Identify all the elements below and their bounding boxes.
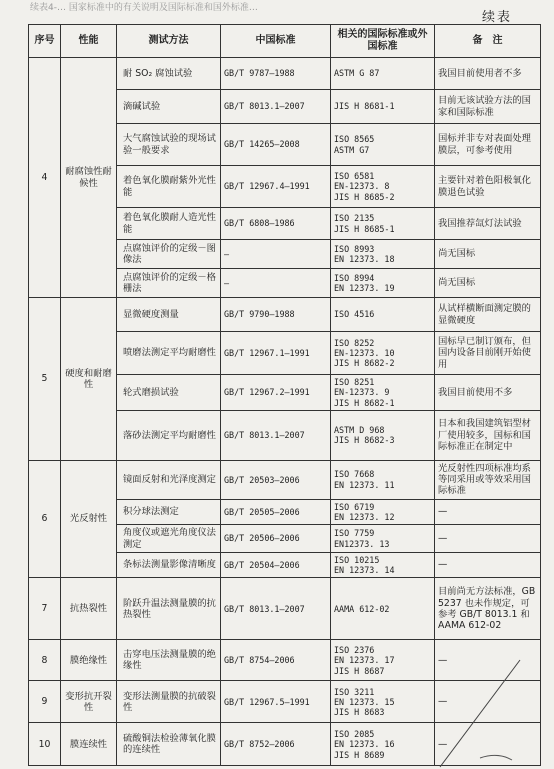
method-cell: 变形法测量膜的抗破裂性 xyxy=(117,681,221,723)
intl-standard-line: JIS H 8682-1 xyxy=(334,397,395,408)
header-seq: 序号 xyxy=(29,25,61,58)
intl-standard-line: JIS H 8685-2 xyxy=(334,191,395,202)
seq-number-cell: 10 xyxy=(29,723,61,766)
cn-standard-cell: — xyxy=(221,269,331,298)
method-cell: 耐 SO₂ 腐蚀试验 xyxy=(117,58,221,90)
table-row xyxy=(29,681,541,723)
method-cell: 角度仪或遮光角度仪法测定 xyxy=(117,525,221,553)
intl-standard-line: ISO 2085 xyxy=(334,729,375,740)
method-cell: 点腐蚀评价的定级－图像法 xyxy=(117,240,221,269)
property-cell: 膜绝缘性 xyxy=(61,640,117,681)
intl-standard-cell xyxy=(331,499,435,525)
intl-standard-cell xyxy=(331,124,435,166)
note-cell: 光反射性四项标准均系等同采用或等效采用国际标准 xyxy=(435,460,541,499)
note-cell: 尚无国标 xyxy=(435,269,541,298)
header-note: 备 注 xyxy=(435,25,541,58)
intl-standard-line: ISO 6719 xyxy=(334,501,375,512)
intl-standard-cell xyxy=(331,240,435,269)
note-cell: 我国目前使用不多 xyxy=(435,375,541,411)
note-cell: 我国目前使用者不多 xyxy=(435,58,541,90)
method-cell: 点腐蚀评价的定级－格栅法 xyxy=(117,269,221,298)
intl-standard-line: ISO 7759 xyxy=(334,528,375,539)
seq-number-cell: 7 xyxy=(29,578,61,640)
method-cell: 击穿电压法测量膜的绝缘性 xyxy=(117,640,221,681)
intl-standard-line: EN 12373. 14 xyxy=(334,565,395,576)
intl-standard-line: JIS H 8687 xyxy=(334,665,385,676)
note-cell: — xyxy=(435,525,541,553)
intl-standard-line: ISO 8993 xyxy=(334,243,375,254)
standards-table xyxy=(28,24,541,766)
method-cell: 镜面反射和光泽度测定 xyxy=(117,460,221,499)
property-cell: 膜连续性 xyxy=(61,723,117,766)
seq-number-cell: 5 xyxy=(29,298,61,461)
intl-standard-line: ISO 8994 xyxy=(334,272,375,283)
note-cell: 我国推荐氙灯法试验 xyxy=(435,208,541,240)
seq-number-cell: 6 xyxy=(29,460,61,578)
note-cell: — xyxy=(435,723,541,766)
intl-standard-cell xyxy=(331,298,435,332)
intl-standard-line: ISO 7668 xyxy=(334,469,375,480)
intl-standard-line: EN 12373. 11 xyxy=(334,479,395,490)
intl-standard-cell xyxy=(331,332,435,375)
cn-standard-cell: GB/T 8013.1—2007 xyxy=(221,578,331,640)
intl-standard-cell xyxy=(331,578,435,640)
intl-standard-line: EN-12373. 9 xyxy=(334,387,390,398)
cn-standard-cell: GB/T 14265—2008 xyxy=(221,124,331,166)
method-cell: 滴碱试验 xyxy=(117,90,221,124)
table-row xyxy=(29,298,541,332)
table-row xyxy=(29,578,541,640)
property-cell: 变形抗开裂性 xyxy=(61,681,117,723)
intl-standard-line: ISO 2135 xyxy=(334,213,375,224)
seq-number-cell: 8 xyxy=(29,640,61,681)
intl-standard-line: ISO 4516 xyxy=(334,309,375,320)
note-cell: 尚无国标 xyxy=(435,240,541,269)
intl-standard-cell xyxy=(331,375,435,411)
cn-standard-cell: GB/T 20503—2006 xyxy=(221,460,331,499)
method-cell: 硫酸铜法检验薄氧化膜的连续性 xyxy=(117,723,221,766)
intl-standard-line: JIS H 8681-1 xyxy=(334,101,395,112)
header-property: 性能 xyxy=(61,25,117,58)
intl-standard-cell xyxy=(331,269,435,298)
intl-standard-line: JIS H 8682-3 xyxy=(334,435,395,446)
cn-standard-cell: GB/T 20504—2006 xyxy=(221,552,331,578)
cn-standard-cell: GB/T 12967.5—1991 xyxy=(221,681,331,723)
cn-standard-cell: — xyxy=(221,240,331,269)
cn-standard-cell: GB/T 8013.1—2007 xyxy=(221,90,331,124)
method-cell: 大气腐蚀试验的现场试验一般要求 xyxy=(117,124,221,166)
cn-standard-cell: GB/T 12967.1—1991 xyxy=(221,332,331,375)
intl-standard-line: EN 12373. 15 xyxy=(334,696,395,707)
intl-standard-line: ISO 8565 xyxy=(334,134,375,145)
intl-standard-line: EN-12373. 8 xyxy=(334,181,390,192)
intl-standard-line: EN12373. 13 xyxy=(334,538,390,549)
cn-standard-cell: GB/T 6808—1986 xyxy=(221,208,331,240)
note-cell: — xyxy=(435,640,541,681)
intl-standard-cell xyxy=(331,525,435,553)
intl-standard-cell xyxy=(331,410,435,460)
method-cell: 显微硬度测量 xyxy=(117,298,221,332)
note-cell: 国标早已制订颁布，但国内设备目前刚开始使用 xyxy=(435,332,541,375)
header-method: 测试方法 xyxy=(117,25,221,58)
intl-standard-cell xyxy=(331,166,435,208)
intl-standard-cell xyxy=(331,681,435,723)
intl-standard-line: ASTM G 87 xyxy=(334,68,380,79)
cn-standard-cell: GB/T 9787—1988 xyxy=(221,58,331,90)
method-cell: 轮式磨损试验 xyxy=(117,375,221,411)
continued-label: 续表 xyxy=(482,10,513,25)
intl-standard-line: JIS H 8683 xyxy=(334,707,385,718)
intl-standard-cell xyxy=(331,90,435,124)
property-cell: 光反射性 xyxy=(61,460,117,578)
faint-header-text: 续表4-… 国家标准中的有关说明及国际标准和国外标准… xyxy=(30,3,258,12)
intl-standard-line: EN 12373. 17 xyxy=(334,655,395,666)
intl-standard-line: EN 12373. 18 xyxy=(334,254,395,264)
cn-standard-cell: GB/T 8754—2006 xyxy=(221,640,331,681)
intl-standard-cell xyxy=(331,58,435,90)
table-body xyxy=(29,58,541,766)
cn-standard-cell: GB/T 20505—2006 xyxy=(221,499,331,525)
table-header-row xyxy=(29,25,541,58)
note-cell: — xyxy=(435,681,541,723)
intl-standard-cell xyxy=(331,552,435,578)
intl-standard-line: ISO 2376 xyxy=(334,645,375,656)
note-cell: 主要针对着色阳极氧化膜退色试验 xyxy=(435,166,541,208)
cn-standard-cell: GB/T 8013.1—2007 xyxy=(221,410,331,460)
header-cn-standard: 中国标准 xyxy=(221,25,331,58)
method-cell: 条标法测量影像清晰度 xyxy=(117,552,221,578)
intl-standard-line: ISO 3211 xyxy=(334,686,375,697)
seq-number-cell: 4 xyxy=(29,58,61,298)
intl-standard-line: JIS H 8689 xyxy=(334,749,385,760)
table-row xyxy=(29,460,541,499)
seq-number-cell: 9 xyxy=(29,681,61,723)
table-row xyxy=(29,640,541,681)
property-cell: 耐腐蚀性耐候性 xyxy=(61,58,117,298)
intl-standard-cell xyxy=(331,640,435,681)
method-cell: 积分球法测定 xyxy=(117,499,221,525)
intl-standard-line: EN-12373. 10 xyxy=(334,347,395,358)
note-cell: 国标并非专对表面处理膜层，可参考使用 xyxy=(435,124,541,166)
cn-standard-cell: GB/T 9790—1988 xyxy=(221,298,331,332)
method-cell: 落砂法测定平均耐磨性 xyxy=(117,410,221,460)
note-cell: — xyxy=(435,552,541,578)
property-cell: 硬度和耐磨性 xyxy=(61,298,117,461)
note-cell: — xyxy=(435,499,541,525)
method-cell: 喷磨法测定平均耐磨性 xyxy=(117,332,221,375)
note-cell: 从试样横断面测定膜的显微硬度 xyxy=(435,298,541,332)
note-cell: 日本和我国建筑铝型材厂使用较多，国标和国际标准正在制定中 xyxy=(435,410,541,460)
cn-standard-cell: GB/T 20506—2006 xyxy=(221,525,331,553)
table-row xyxy=(29,723,541,766)
note-cell: 目前无该试验方法的国家和国际标准 xyxy=(435,90,541,124)
cn-standard-cell: GB/T 12967.2—1991 xyxy=(221,375,331,411)
intl-standard-line: EN 12373. 12 xyxy=(334,511,395,522)
method-cell: 着色氧化膜耐人造光性能 xyxy=(117,208,221,240)
intl-standard-line: ASTM G7 xyxy=(334,144,370,155)
note-cell: 目前尚无方法标准，GB 5237 也未作规定，可参考 GB/T 8013.1 和 AAMA 612-02 xyxy=(435,578,541,640)
intl-standard-cell xyxy=(331,208,435,240)
intl-standard-line: AAMA 612-02 xyxy=(334,603,390,614)
intl-standard-line: EN 12373. 19 xyxy=(334,283,395,293)
intl-standard-cell xyxy=(331,460,435,499)
intl-standard-line: ISO 8251 xyxy=(334,377,375,387)
intl-standard-line: ISO 6581 xyxy=(334,171,375,182)
intl-standard-cell xyxy=(331,723,435,766)
intl-standard-line: JIS H 8685-1 xyxy=(334,223,395,234)
table-row xyxy=(29,58,541,90)
cn-standard-cell: GB/T 8752—2006 xyxy=(221,723,331,766)
cn-standard-cell: GB/T 12967.4—1991 xyxy=(221,166,331,208)
method-cell: 着色氧化膜耐紫外光性能 xyxy=(117,166,221,208)
intl-standard-line: EN 12373. 16 xyxy=(334,739,395,750)
property-cell: 抗热裂性 xyxy=(61,578,117,640)
method-cell: 阶跃升温法测量膜的抗热裂性 xyxy=(117,578,221,640)
header-intl-standard: 相关的国际标准或外国标准 xyxy=(331,25,435,58)
intl-standard-line: ISO 8252 xyxy=(334,337,375,348)
intl-standard-line: JIS H 8682-2 xyxy=(334,358,395,369)
intl-standard-line: ASTM D 968 xyxy=(334,425,385,435)
intl-standard-line: ISO 10215 xyxy=(334,554,380,565)
